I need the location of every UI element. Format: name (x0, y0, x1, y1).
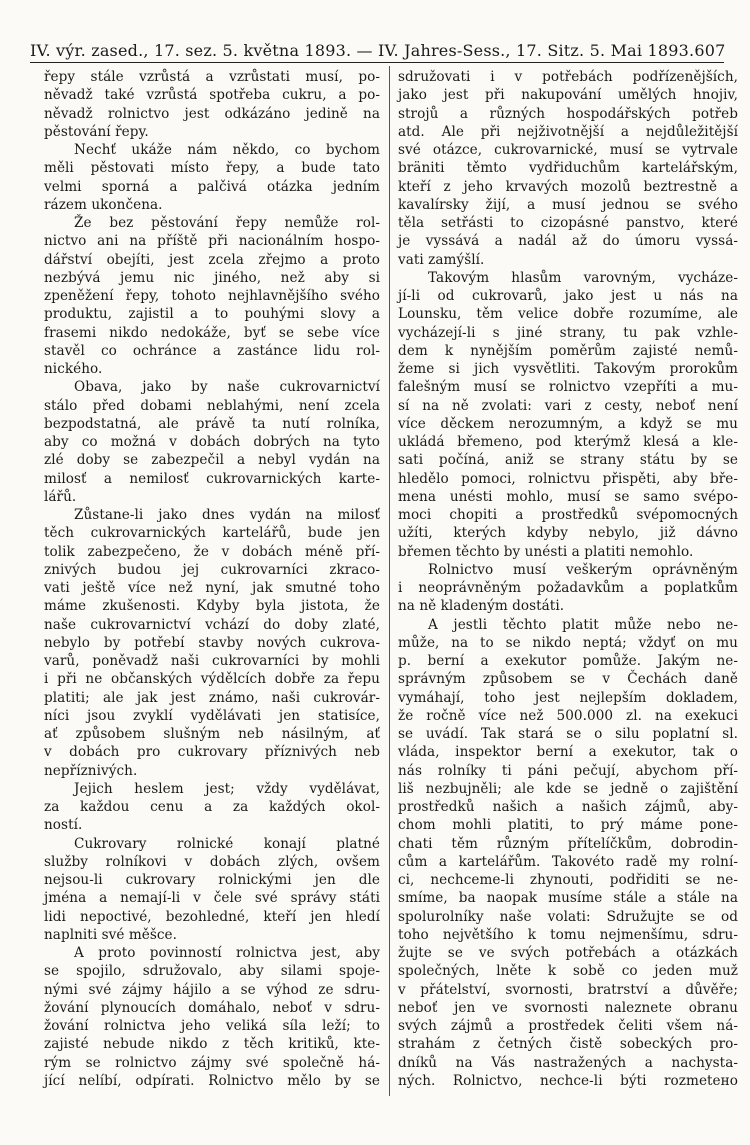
text-line: naplniti své měšce. (44, 926, 178, 943)
text-line: tolik zabezpečeno, že v dobách méně pří- (44, 543, 380, 560)
text-line: vati ještě více než nyní, jak smutné toho (44, 580, 380, 596)
text-line: platiti; ale jak jest známo, naši cukrovár- (44, 689, 380, 706)
text-line: se uvádí. Tak stará se o silu poplatní sl. (398, 726, 738, 742)
text-line: těch cukrovarnických kartelářů, bude jen (44, 525, 380, 542)
text-line: A proto povinností rolnictva jest, aby (74, 945, 380, 961)
text-line: A jestli těchto platit může nebo ne- (428, 616, 738, 633)
text-line: se spojilo, sdružovalo, aby silami spoje- (44, 963, 380, 980)
text-line: sati počíná, aniž se strany státu by se (398, 452, 738, 469)
text-line: lářů. (44, 488, 77, 505)
text-line: Cukrovary rolnické konají platné (74, 835, 380, 852)
text-line: neboť jen ve svornosti naleznete obranu (398, 999, 738, 1016)
text-line: jako jest při nakupování umělých hnojiv, (398, 87, 738, 104)
text-line: své otázce, cukrovarnické, musí se vytrvale (398, 142, 738, 158)
text-line: pěstování řepy. (44, 123, 149, 140)
text-line: něvadž také vzrůstá spotřeba cukru, a po- (44, 87, 380, 104)
text-line: je vyssává a nadál až do úmoru vyssá- (398, 233, 738, 250)
text-line: žování plynoucích domáhalo, neboť v sdru- (44, 999, 380, 1016)
text-line: vati zamýšlí. (398, 251, 485, 268)
text-line: máme zkušenosti. Kdyby byla jistota, že (44, 598, 380, 615)
text-line: rázem ukončena. (44, 196, 163, 213)
header-text: IV. výr. zased., 17. sez. 5. května 1893. — IV. Jahres-Sess., 17. Sitz. 5. Mai 1893. (30, 41, 695, 60)
text-line: správným způsobem se v Čechách daně (398, 671, 738, 688)
text-line: kteří z jeho krvavých mozolů beztrestně a (398, 178, 738, 195)
text-line: více děckem nerozumným, a když se mu (398, 415, 738, 432)
text-line: společných, lněte k sobě co jeden muž (398, 963, 738, 980)
text-line: v přátelství, svornosti, bratrství a důvěře; (398, 981, 738, 998)
text-line: i neoprávněným požadavkům a poplatkům (398, 580, 738, 596)
text-line: frasemi nikdo nedokáže, byť se sebe více (44, 324, 380, 341)
text-line: zajisté nebude nikdo z těch kritiků, kte- (44, 1036, 380, 1053)
text-line: jící nelíbí, odpírati. Rolnictvo mělo by se (44, 1072, 380, 1089)
text-line: spolurolníky naše volati: Sdružujte se od (398, 908, 738, 925)
text-line: naše cukrovarnictví vchází do doby zlaté, (44, 616, 380, 633)
text-line: bräniti těmto vydřiduchům kartelářským, (398, 160, 738, 177)
text-line: hledělo pomoci, rolnictvu přispěti, aby bře- (398, 470, 738, 487)
text-line: nebylo by potřebí stavby nových cukrova- (44, 634, 380, 651)
header-rule (30, 62, 724, 63)
text-line: stavěl co ochránce a zastánce lidu rol- (44, 342, 380, 359)
text-line: vymáhají, toho jest nejlepším dokladem, (398, 689, 738, 706)
text-line: kavalírsky žijí, a musí jednou se svého (398, 196, 738, 213)
text-line: žování rolnictva jeho veliká síla leží; to (44, 1018, 380, 1034)
text-line: řepy stále vzrůstá a vzrůstati musí, po- (44, 69, 380, 85)
text-line: p. berní a exekutor pomůže. Jakým ne- (398, 653, 738, 669)
text-line: smíme, ba naopak musíme stále a stále na (398, 890, 738, 907)
text-line: ukládá břemeno, pod kterýmž klesá a kle- (398, 434, 738, 450)
text-line: nepříznivých. (44, 762, 138, 779)
text-line: mena unésti mohlo, musí se samo svépo- (398, 488, 738, 505)
text-line: prostředků našich a našich zájmů, aby- (398, 799, 738, 815)
text-line: toho největšího k tomu nejmenšímu, sdru- (398, 926, 738, 943)
text-line: za každou cenu a za každých okol- (44, 799, 380, 815)
text-line: žujte se ve svých potřebách a otázkách (398, 945, 738, 961)
text-line: aby co možná v dobách dobrých na tyto (44, 434, 380, 450)
text-line: níci jsou zvyklí vydělávati jen statisíce, (44, 707, 380, 724)
text-line: lidi nepoctivé, bezohledné, kteří jen hledí (44, 908, 380, 925)
text-line: Obava, jako by naše cukrovarnictví (74, 379, 380, 396)
text-line: dem k nynějším poměrům zajisté nemů- (398, 342, 738, 359)
text-line: nejsou-li cukrovary rolnickými jen dle (44, 872, 380, 888)
text-line: bezpodstatná, ale právě ta nutí rolníka, (44, 415, 380, 432)
text-line: nického. (44, 361, 103, 377)
text-line: liš nezbujněli; ale kde se jedně o zajištění (398, 780, 738, 797)
text-line: falešným musí se rolnictvo vzepříti a mu- (398, 379, 738, 396)
text-line: ať způsobem slušným neb násilným, ať (44, 726, 380, 742)
text-line: jména a nemají-li v čele své správy státi (44, 890, 380, 907)
text-line: milosť a nemilosť cukrovarnických karte- (44, 470, 380, 487)
text-line: jí-li od cukrovarů, jako jest u nás na (398, 288, 738, 304)
text-line: atd. Ale při nejživotnější a nejdůležitější (398, 123, 738, 140)
text-line: žeme si jich vysvětliti. Takovým prorokům (398, 361, 738, 377)
text-line: i při ne občanských výdělcích dobře za řepu (44, 671, 380, 688)
text-line: sdružovati i v potřebách podřízenějších, (398, 69, 738, 85)
text-line: znivých budou jej cukrovarníci zkraco- (44, 561, 380, 578)
text-line: může, na to se nikdo neptá; vždyť on mu (398, 634, 738, 651)
column-divider (389, 66, 390, 1096)
running-header (30, 34, 726, 60)
text-line: moci chopiti a prostředků svépomocných (398, 507, 738, 523)
text-line: dářství obejíti, jest zcela zřejmo a proto (44, 251, 380, 268)
text-line: ností. (44, 817, 83, 834)
text-line: zlé doby se zabezpečil a nebyl vydán na (44, 452, 380, 469)
text-line: ných. Rolnictvo, nechce-li býti rozmetено (398, 1072, 738, 1089)
text-line: vycházejí-li s jiné strany, tu pak vzhle- (398, 324, 738, 341)
text-line: užíti, kterých kdyby nebylo, již dávno (398, 525, 738, 542)
text-line: nás rolníky ti páni pečují, abychom pří- (398, 762, 738, 779)
text-line: břemen těchto by unésti a platiti nemohlo. (398, 543, 694, 560)
text-line: cům a kartelářům. Takovéto radě my rolní- (398, 853, 738, 870)
text-line: Jejich heslem jest; vždy vydělávat, (74, 780, 380, 797)
text-line: ci, nechceme-li zhynouti, podřiditi se ne- (398, 872, 738, 888)
text-line: nými své zájmy hájilo a se výhod ze sdru- (44, 981, 380, 998)
left-column (44, 68, 380, 1090)
text-line: měli pěstovati místo řepy, a bude tato (44, 160, 380, 177)
text-line: sí na ně zvolati: vari z cesty, neboť není (398, 397, 738, 414)
text-line: něvadž rolnictvo jest odkázáno jedině na (44, 105, 380, 122)
text-line: velmi sporná a palčivá otázka jedním (44, 178, 380, 195)
text-line: Nechť ukáže nám někdo, co bychom (74, 142, 380, 158)
text-line: chom mohli platiti, to prý máme pone- (398, 817, 738, 834)
text-line: stálo před dobami neblahými, není zcela (44, 397, 380, 414)
text-line: nictvo ani na příště při nacionálním hospo- (44, 233, 380, 250)
text-line: vláda, inspektor berní a exekutor, tak o (398, 744, 738, 761)
text-line: svých zájmů a prostředek čeliti všem ná- (398, 1018, 738, 1034)
text-line: Takovým hlasům varovným, vycháze- (428, 269, 738, 286)
text-line: dníků na Vás nastražených a nachysta- (398, 1054, 738, 1071)
text-line: strahám z četných čistě sobeckých pro- (398, 1036, 738, 1053)
text-line: rým se rolnictvo zájmy své společně há- (44, 1054, 380, 1071)
text-line: chati těm různým přítelíčkům, dobrodin- (398, 835, 738, 852)
text-line: těla setřásti to cizopásné panstvo, které (398, 215, 738, 231)
text-line: Že bez pěstování řepy nemůže rol- (74, 215, 380, 231)
page-number: 607 (694, 41, 726, 60)
text-line: na ně kladeným dostáti. (398, 598, 565, 615)
text-line: Zůstane-li jako dnes vydán na milosť (74, 507, 380, 523)
text-line: služby rolníkovi v dobách zlých, ovšem (44, 853, 380, 870)
text-line: varů, poněvadž naši cukrovarníci by mohli (44, 653, 380, 669)
text-line: Rolnictvo musí veškerým oprávněným (428, 561, 738, 578)
text-line: zpeněžení řepy, tohoto nejhlavnějšího svého (44, 288, 380, 304)
text-line: nezbývá jemu nic jiného, než aby si (44, 269, 380, 286)
text-line: Lounsku, těm velice dobře rozumíme, ale (398, 306, 738, 323)
text-line: strojů a různých hospodářských potřeb (398, 105, 738, 122)
text-line: produktu, zajistil a to pouhými slovy a (44, 306, 380, 323)
text-line: v dobách pro cukrovary příznivých neb (44, 744, 380, 761)
text-line: že ročně více než 500.000 zl. na exekuci (398, 707, 738, 724)
right-column (398, 68, 738, 1090)
